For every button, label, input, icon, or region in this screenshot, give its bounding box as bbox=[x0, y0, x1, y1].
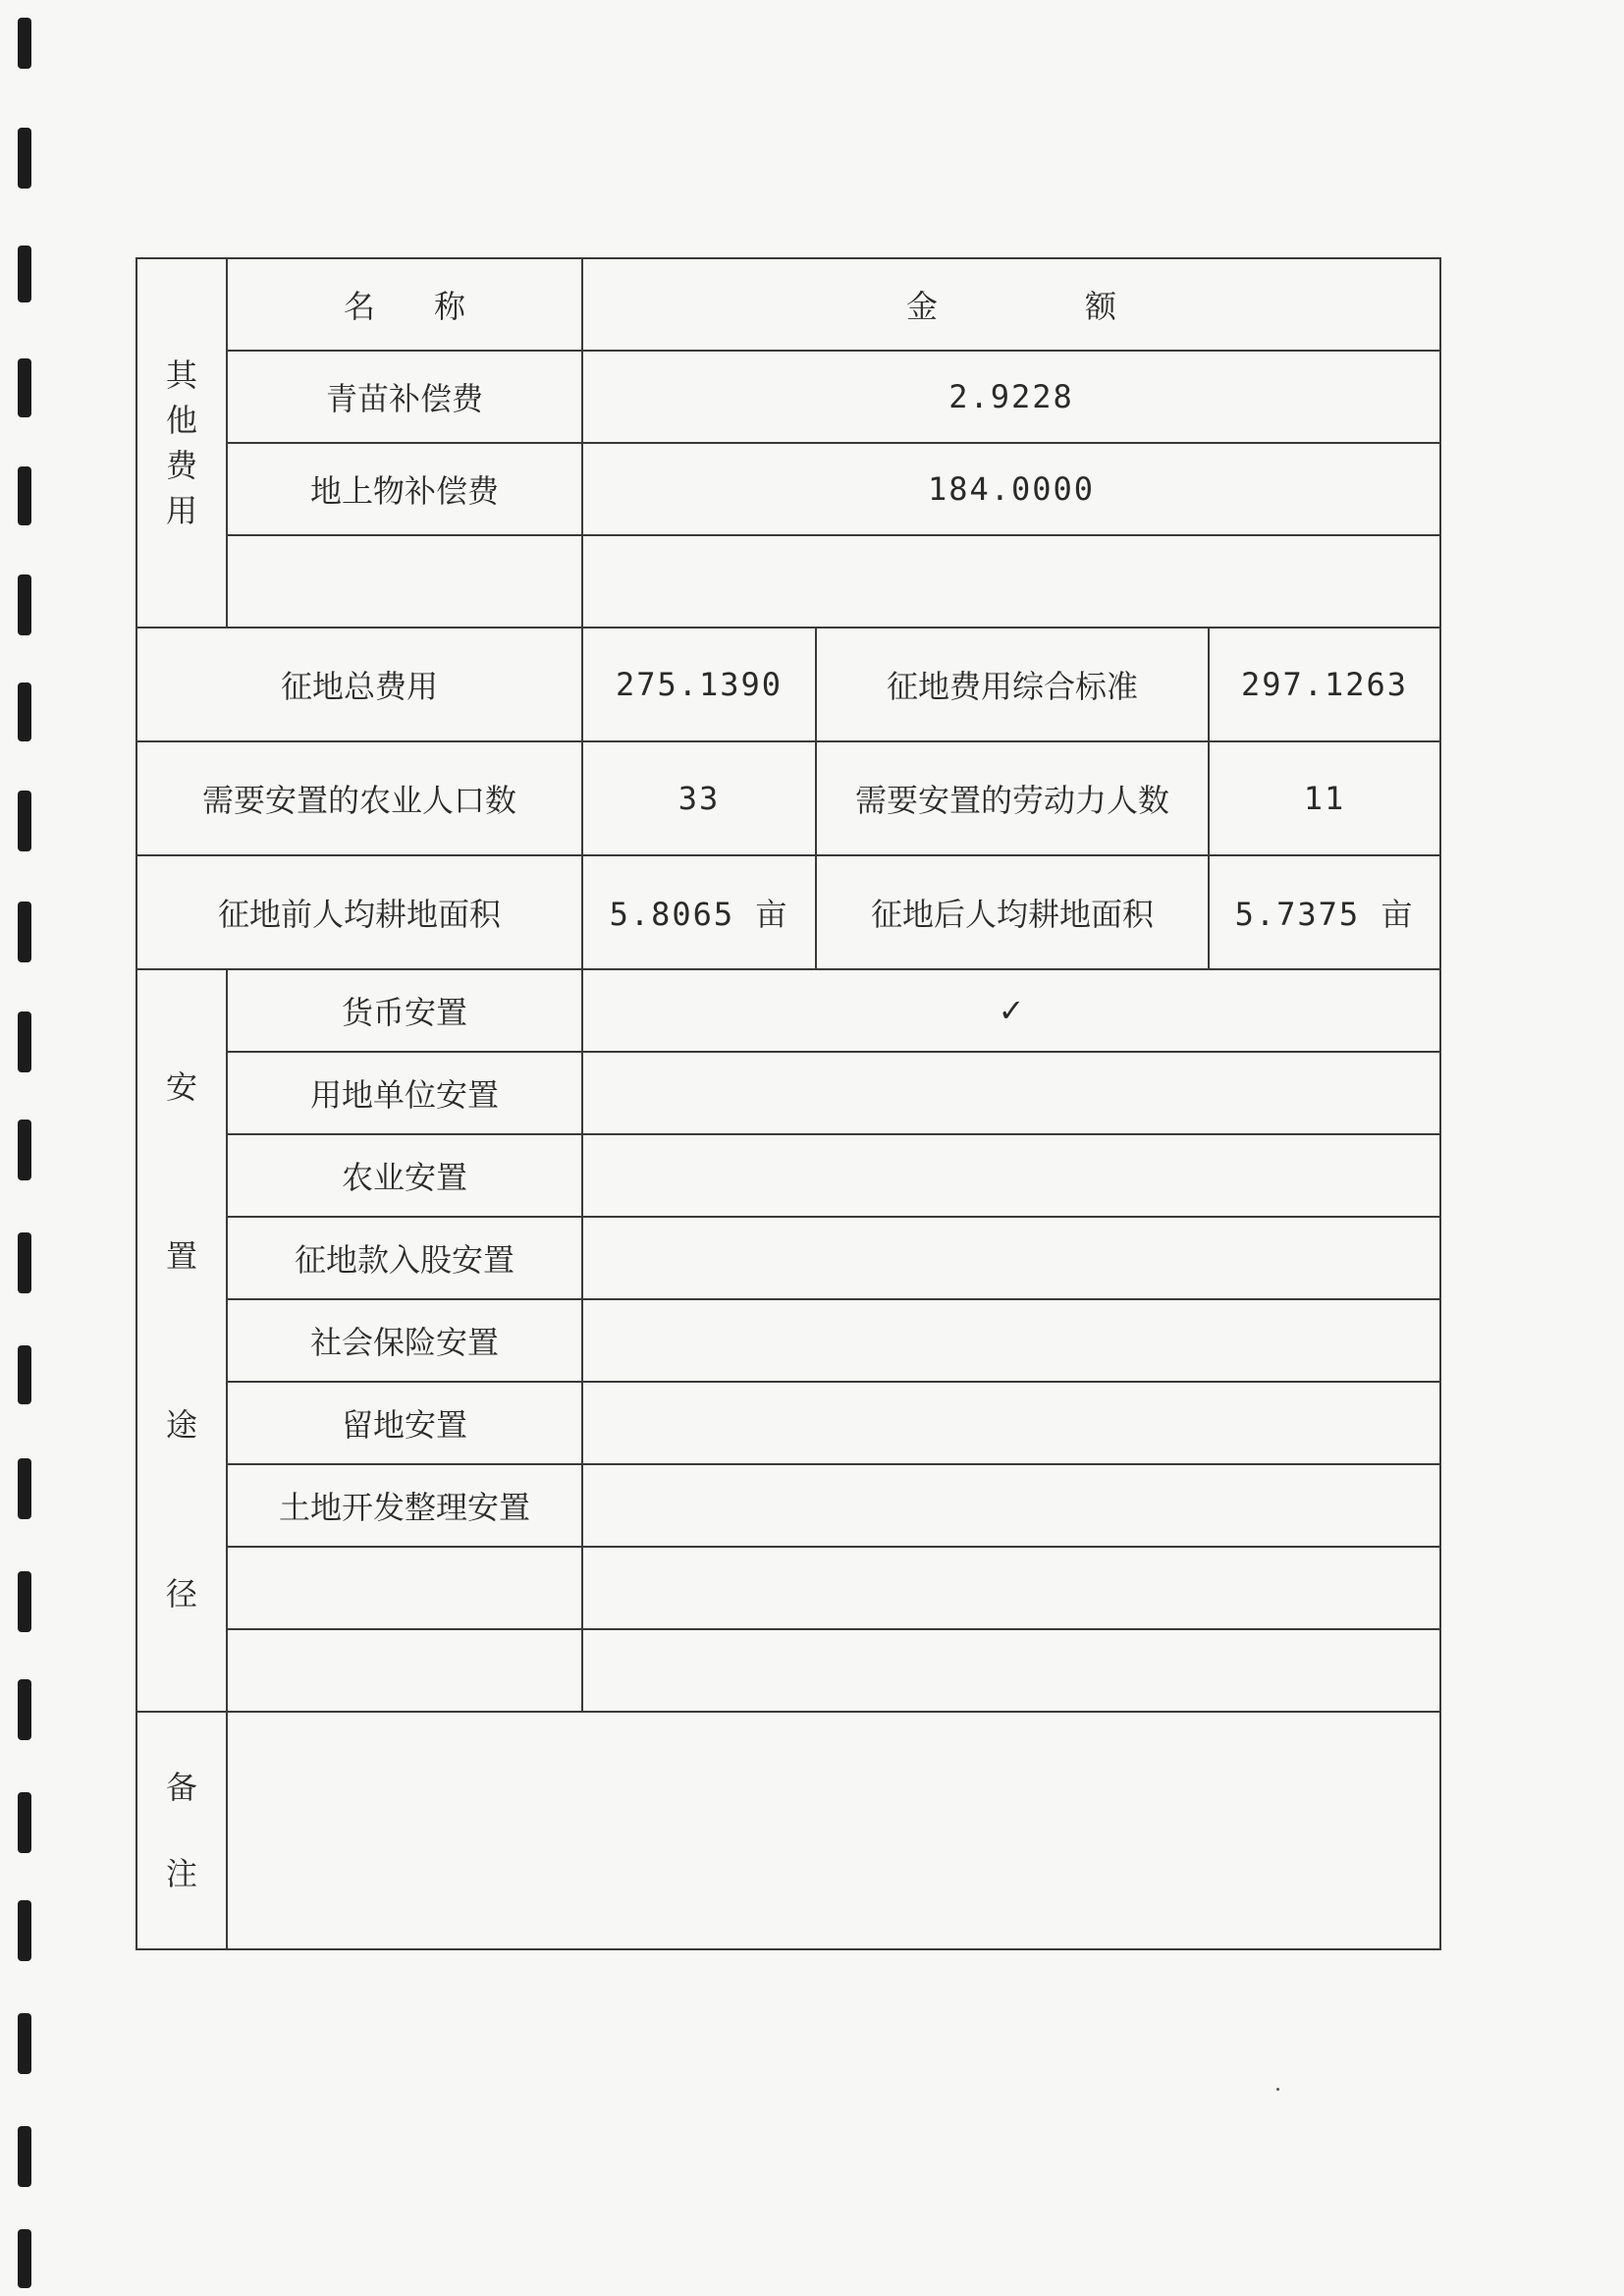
total-cost-label: 征地总费用 bbox=[136, 628, 582, 741]
resettlement-method: 留地安置 bbox=[227, 1382, 582, 1464]
binding-mark bbox=[18, 1011, 31, 1072]
area-before-value: 5.8065 亩 bbox=[582, 855, 816, 969]
binding-mark bbox=[18, 2013, 31, 2074]
binding-mark bbox=[18, 683, 31, 741]
fee-row bbox=[136, 443, 1440, 535]
binding-mark bbox=[18, 1900, 31, 1961]
fee-name: 青苗补偿费 bbox=[227, 351, 582, 443]
resettlement-mark bbox=[582, 1217, 1440, 1299]
resettlement-mark bbox=[582, 1052, 1440, 1134]
area-after-value: 5.7375 亩 bbox=[1209, 855, 1440, 969]
resettlement-mark bbox=[582, 1299, 1440, 1382]
agri-pop-label: 需要安置的农业人口数 bbox=[136, 741, 582, 855]
total-cost-value: 275.1390 bbox=[582, 628, 816, 741]
binding-mark bbox=[18, 1232, 31, 1293]
resettlement-method: 用地单位安置 bbox=[227, 1052, 582, 1134]
scan-speck bbox=[1276, 2088, 1279, 2091]
binding-mark bbox=[18, 1792, 31, 1853]
binding-mark bbox=[18, 18, 31, 69]
resettlement-row bbox=[136, 1464, 1440, 1547]
labor-label: 需要安置的劳动力人数 bbox=[816, 741, 1209, 855]
remarks-section-label: 备 注 bbox=[136, 1712, 227, 1949]
resettlement-mark bbox=[582, 1382, 1440, 1464]
binding-mark bbox=[18, 466, 31, 525]
resettlement-row bbox=[136, 1052, 1440, 1134]
fee-row bbox=[136, 351, 1440, 443]
standard-value: 297.1263 bbox=[1209, 628, 1440, 741]
summary-row-cost bbox=[136, 628, 1440, 741]
resettlement-row bbox=[136, 1629, 1440, 1712]
resettlement-method: 社会保险安置 bbox=[227, 1299, 582, 1382]
binding-mark bbox=[18, 902, 31, 962]
resettlement-method: 征地款入股安置 bbox=[227, 1217, 582, 1299]
resettlement-mark bbox=[582, 1547, 1440, 1629]
remarks-content bbox=[227, 1712, 1440, 1949]
area-before-label: 征地前人均耕地面积 bbox=[136, 855, 582, 969]
resettlement-row bbox=[136, 1547, 1440, 1629]
resettlement-row bbox=[136, 1299, 1440, 1382]
resettlement-row bbox=[136, 969, 1440, 1052]
fee-amount: 2.9228 bbox=[582, 351, 1440, 443]
resettlement-method bbox=[227, 1629, 582, 1712]
binding-mark bbox=[18, 1679, 31, 1740]
checkmark: ✓ bbox=[582, 969, 1440, 1052]
binding-mark bbox=[18, 1571, 31, 1632]
fee-name bbox=[227, 535, 582, 628]
summary-row-area bbox=[136, 855, 1440, 969]
binding-mark bbox=[18, 791, 31, 851]
binding-mark bbox=[18, 1120, 31, 1180]
summary-row-population bbox=[136, 741, 1440, 855]
standard-label: 征地费用综合标准 bbox=[816, 628, 1209, 741]
binding-mark bbox=[18, 1345, 31, 1404]
fee-name: 地上物补偿费 bbox=[227, 443, 582, 535]
resettlement-method: 货币安置 bbox=[227, 969, 582, 1052]
remarks-row bbox=[136, 1712, 1440, 1949]
binding-mark bbox=[18, 128, 31, 189]
binding-mark bbox=[18, 246, 31, 302]
fee-row bbox=[136, 535, 1440, 628]
other-fees-header-row bbox=[136, 258, 1440, 351]
fee-amount: 184.0000 bbox=[582, 443, 1440, 535]
resettlement-row bbox=[136, 1382, 1440, 1464]
binding-mark bbox=[18, 1458, 31, 1519]
land-acquisition-form-table bbox=[135, 257, 1441, 1950]
other-fees-section-label: 其 他 费 用 bbox=[136, 258, 227, 628]
area-after-label: 征地后人均耕地面积 bbox=[816, 855, 1209, 969]
fee-amount bbox=[582, 535, 1440, 628]
resettlement-section-label: 安 置 途 径 bbox=[136, 969, 227, 1712]
resettlement-row bbox=[136, 1134, 1440, 1217]
resettlement-method bbox=[227, 1547, 582, 1629]
amount-column-header: 金额 bbox=[582, 258, 1440, 351]
binding-mark bbox=[18, 358, 31, 417]
binding-mark bbox=[18, 2229, 31, 2288]
binding-mark bbox=[18, 574, 31, 635]
agri-pop-value: 33 bbox=[582, 741, 816, 855]
name-column-header: 名称 bbox=[227, 258, 582, 351]
resettlement-mark bbox=[582, 1134, 1440, 1217]
resettlement-method: 农业安置 bbox=[227, 1134, 582, 1217]
binding-mark bbox=[18, 2126, 31, 2187]
resettlement-mark bbox=[582, 1629, 1440, 1712]
resettlement-mark bbox=[582, 1464, 1440, 1547]
resettlement-method: 土地开发整理安置 bbox=[227, 1464, 582, 1547]
labor-value: 11 bbox=[1209, 741, 1440, 855]
resettlement-row bbox=[136, 1217, 1440, 1299]
